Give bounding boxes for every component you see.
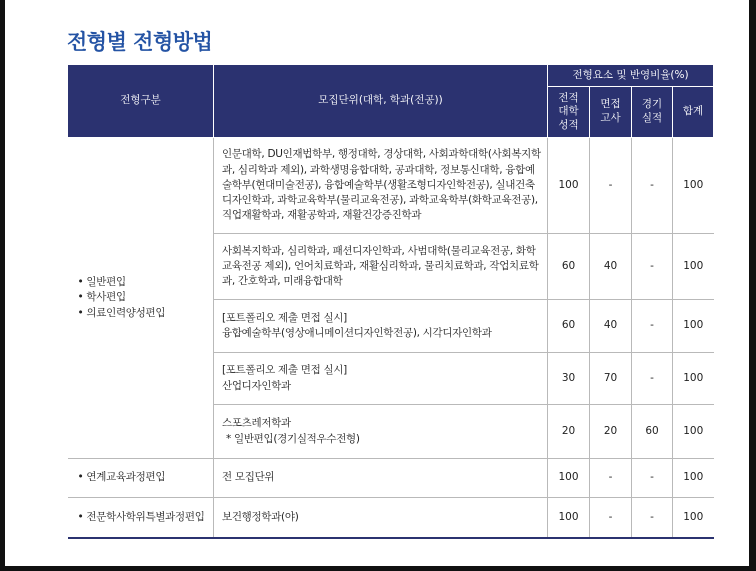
table-row [68, 138, 714, 234]
page-title: 전형별 전형방법 [67, 30, 213, 54]
interview-value: - [590, 138, 632, 234]
total-value: 100 [673, 138, 714, 234]
total-value: 100 [673, 498, 714, 538]
total-value: 100 [673, 300, 714, 353]
unit-detail: 융합예술학부(영상애니메이션디자인학전공), 시각디자인학과 [222, 327, 492, 339]
page [5, 0, 749, 566]
interview-value: 40 [590, 300, 632, 353]
total-value: 100 [673, 234, 714, 300]
unit-cell: 보건행정학과(야) [214, 498, 548, 538]
header-interview: 면접 고사 [590, 87, 632, 138]
competition-value: - [632, 138, 673, 234]
unit-cell: 사회복지학과, 심리학과, 패션디자인학과, 사범대학(물리교육전공, 화학교육전공 제외), 언어치료학과, 재활심리학과, 물리치료학과, 작업치료학과, 간호학과, 미래융합대학 [214, 234, 548, 300]
competition-value: - [632, 234, 673, 300]
type-item: • 학사편입 [77, 291, 126, 304]
total-value: 100 [673, 459, 714, 498]
type-item: • 전문학사학위특별과정편입 [77, 510, 205, 523]
prior-grades-value: 100 [548, 138, 590, 234]
type-cell [68, 459, 214, 498]
competition-value: - [632, 353, 673, 405]
unit-cell [214, 353, 548, 405]
prior-grades-value: 100 [548, 498, 590, 538]
admission-method-table [67, 64, 714, 539]
interview-value: - [590, 498, 632, 538]
type-cell [68, 138, 214, 459]
prior-grades-value: 20 [548, 405, 590, 459]
header-unit: 모집단위(대학, 학과(전공)) [214, 65, 548, 138]
unit-cell [214, 300, 548, 353]
header-type: 전형구분 [68, 65, 214, 138]
unit-name: 스포츠레저학과 [222, 417, 291, 430]
prior-grades-value: 100 [548, 459, 590, 498]
interview-value: 40 [590, 234, 632, 300]
unit-cell: 전 모집단위 [214, 459, 548, 498]
type-item: • 연계교육과정편입 [77, 471, 166, 484]
total-value: 100 [673, 405, 714, 459]
table-row [68, 498, 714, 538]
unit-cell: 인문대학, DU인재법학부, 행정대학, 경상대학, 사회과학대학(사회복지학과, 심리학과 제외), 과학생명융합대학, 공과대학, 정보통신대학, 융합예술학부(현대미술전공), 융합예술학부(생활조형디자인학전공), 실내건축디자인학과, 과학교육학부(물리교육전공), 과학교육학부(화학교육전공), 직업재활학과, 재활공학과, 재활건강증진학과 [214, 138, 548, 234]
unit-cell [214, 405, 548, 459]
header-total: 합계 [673, 87, 714, 138]
interview-value: 20 [590, 405, 632, 459]
competition-value: - [632, 300, 673, 353]
header-prior-grades: 전적 대학 성적 [548, 87, 590, 138]
type-item: • 일반편입 [77, 276, 126, 289]
interview-value: 70 [590, 353, 632, 405]
prior-grades-value: 60 [548, 300, 590, 353]
total-value: 100 [673, 353, 714, 405]
unit-footnote: * 일반편입(경기실적우수전형) [226, 432, 360, 445]
unit-detail: 산업디자인학과 [222, 379, 291, 392]
interview-value: - [590, 459, 632, 498]
prior-grades-value: 30 [548, 353, 590, 405]
competition-value: - [632, 498, 673, 538]
header-competition: 경기 실적 [632, 87, 673, 138]
type-cell [68, 498, 214, 538]
type-item: • 의료인력양성편입 [77, 306, 166, 319]
prior-grades-value: 60 [548, 234, 590, 300]
competition-value: 60 [632, 405, 673, 459]
unit-note: [포트폴리오 제출 면접 실시] [222, 364, 347, 377]
header-ratio-group: 전형요소 및 반영비율(%) [548, 65, 714, 87]
competition-value: - [632, 459, 673, 498]
table-row [68, 459, 714, 498]
unit-note: [포트폴리오 제출 면접 실시] [222, 311, 347, 324]
